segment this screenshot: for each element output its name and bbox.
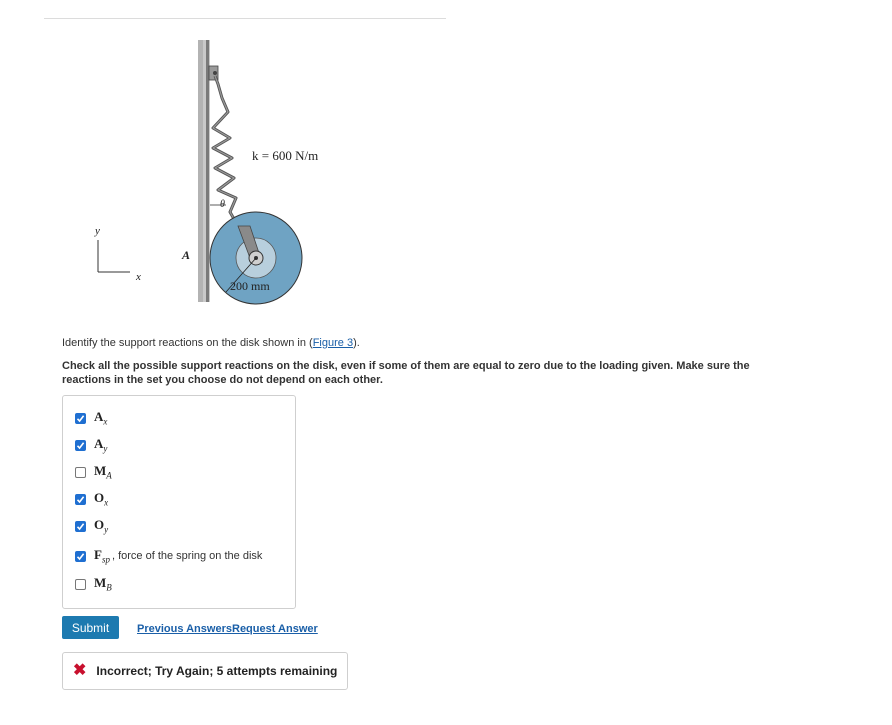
option-fsp[interactable] bbox=[75, 548, 262, 564]
figure-link[interactable]: Figure 3 bbox=[312, 337, 354, 349]
prompt-text-after: ). bbox=[353, 337, 360, 349]
options-box bbox=[62, 395, 296, 609]
option-label: $O_x$ bbox=[94, 490, 109, 508]
question-prompt bbox=[62, 337, 360, 349]
checkbox-mb[interactable] bbox=[75, 579, 86, 590]
feedback-box bbox=[62, 652, 348, 690]
checkbox-ma[interactable] bbox=[75, 467, 86, 478]
option-label: $M_A$ bbox=[94, 463, 112, 481]
option-ox[interactable] bbox=[75, 491, 108, 507]
request-answer-link[interactable]: Request Answer bbox=[232, 623, 318, 635]
theta-label: θ bbox=[220, 199, 225, 210]
question-instruction: Check all the possible support reactions on the disk, even if some of them are equal to zero due to the loading given. Make sure the reactions in the set you choose do not depend on each other. bbox=[62, 360, 750, 386]
checkbox-ox[interactable] bbox=[75, 494, 86, 505]
submit-button[interactable]: Submit bbox=[62, 616, 119, 639]
radius-label: 200 mm bbox=[230, 279, 270, 293]
axis-y-label: y bbox=[95, 225, 100, 237]
option-label: $F_{sp}$ bbox=[94, 547, 110, 565]
option-description: , force of the spring on the disk bbox=[111, 550, 263, 562]
checkbox-ay[interactable] bbox=[75, 440, 86, 451]
previous-answers-link[interactable]: Previous Answers bbox=[137, 623, 232, 635]
checkbox-oy[interactable] bbox=[75, 521, 86, 532]
option-mb[interactable] bbox=[75, 576, 112, 592]
point-a-label: A bbox=[182, 248, 191, 262]
option-ax[interactable] bbox=[75, 410, 107, 426]
option-ay[interactable] bbox=[75, 437, 107, 453]
option-ma[interactable] bbox=[75, 464, 112, 480]
coordinate-axes bbox=[94, 225, 141, 283]
prompt-text-before: Identify the support reactions on the disk shown in ( bbox=[62, 337, 313, 349]
axis-x-label: x bbox=[136, 271, 141, 283]
x-icon: ✖ bbox=[73, 662, 87, 679]
option-label: $A_y$ bbox=[94, 436, 108, 454]
checkbox-fsp[interactable] bbox=[75, 551, 86, 562]
spring-constant-label: k = 600 N/m bbox=[252, 148, 319, 163]
checkbox-ax[interactable] bbox=[75, 413, 86, 424]
option-oy[interactable] bbox=[75, 518, 108, 534]
top-divider bbox=[44, 18, 446, 19]
wall bbox=[198, 40, 210, 302]
feedback-text: Incorrect; Try Again; 5 attempts remaining bbox=[96, 664, 338, 678]
option-label: $M_B$ bbox=[94, 575, 112, 593]
problem-figure bbox=[60, 30, 380, 320]
option-label: $A_x$ bbox=[94, 409, 108, 427]
option-label: $O_y$ bbox=[94, 517, 109, 535]
